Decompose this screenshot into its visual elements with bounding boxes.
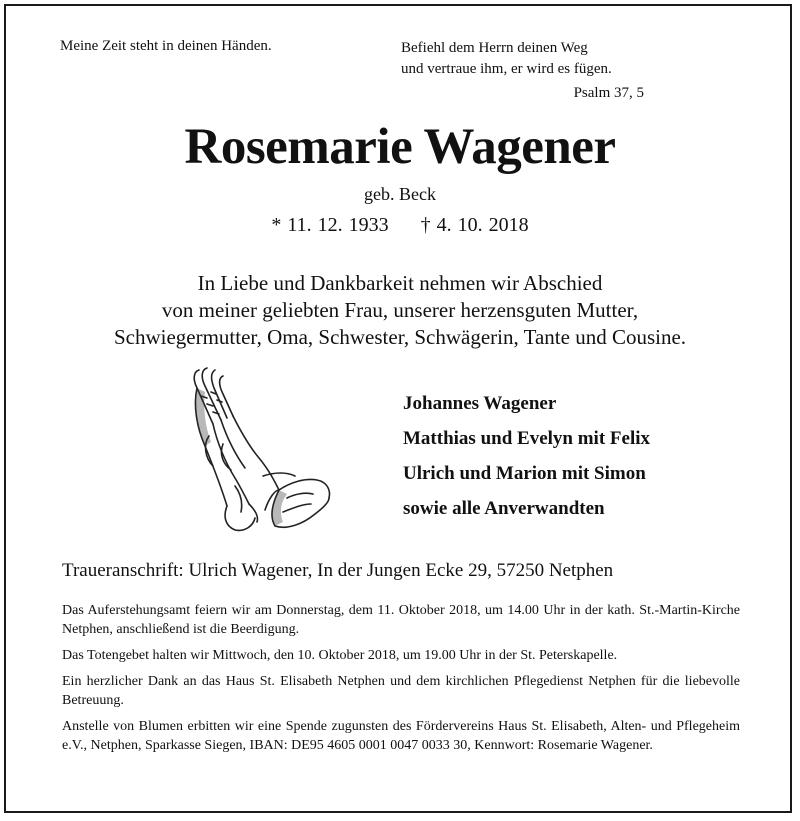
farewell-line-2: von meiner geliebten Frau, unserer herzensguten Mutter, [161, 298, 639, 322]
mourner-3: Ulrich und Marion mit Simon [403, 463, 646, 484]
deceased-name: Rosemarie Wagener [184, 119, 616, 175]
verse-left: Meine Zeit steht in deinen Händen. [60, 38, 272, 54]
note-funeral-mass: Das Auferstehungsamt feiern wir am Donnerstag, dem 11. Oktober 2018, um 14.00 Uhr in der kath. St.-Martin-Kirche Netphen, anschließend ist die Beerdigung. [62, 603, 740, 637]
birth-date: * 11. 12. 1933 [271, 214, 389, 236]
mourner-2: Matthias und Evelyn mit Felix [403, 428, 651, 449]
mourner-1: Johannes Wagener [403, 393, 557, 414]
mourner-4: sowie alle Anverwandten [403, 498, 605, 519]
farewell-text [0, 270, 800, 351]
note-thanks: Ein herzlicher Dank an das Haus St. Elisabeth Netphen und dem kirchlichen Pflegedienst Netphen für die liebevolle Betreuung. [62, 674, 740, 708]
praying-hands-icon [183, 366, 333, 532]
verse-right-line-1: Befiehl dem Herrn deinen Weg [401, 40, 588, 56]
verse-reference: Psalm 37, 5 [573, 85, 644, 101]
farewell-line-1: In Liebe und Dankbarkeit nehmen wir Abschied [197, 271, 603, 295]
maiden-name: geb. Beck [364, 184, 436, 204]
note-donation: Anstelle von Blumen erbitten wir eine Spende zugunsten des Fördervereins Haus St. Elisabeth, Alten- und Pflegeheim e.V., Netphen, Sparkasse Siegen, IBAN: DE95 4605 0001 0047 0033 30, Kennwort: Rosemarie Wagener. [62, 719, 740, 753]
service-notes [62, 601, 740, 762]
farewell-line-3: Schwiegermutter, Oma, Schwester, Schwägerin, Tante und Cousine. [113, 325, 687, 349]
death-date: † 4. 10. 2018 [420, 214, 529, 236]
note-prayer: Das Totengebet halten wir Mittwoch, den 10. Oktober 2018, um 19.00 Uhr in der St. Peterskapelle. [62, 648, 618, 663]
mourners-list [403, 386, 650, 526]
life-dates [0, 214, 800, 237]
verse-right-line-2: und vertraue ihm, er wird es fügen. [401, 61, 612, 77]
verse-right [401, 38, 612, 80]
mourning-address: Traueranschrift: Ulrich Wagener, In der Jungen Ecke 29, 57250 Netphen [62, 560, 614, 581]
